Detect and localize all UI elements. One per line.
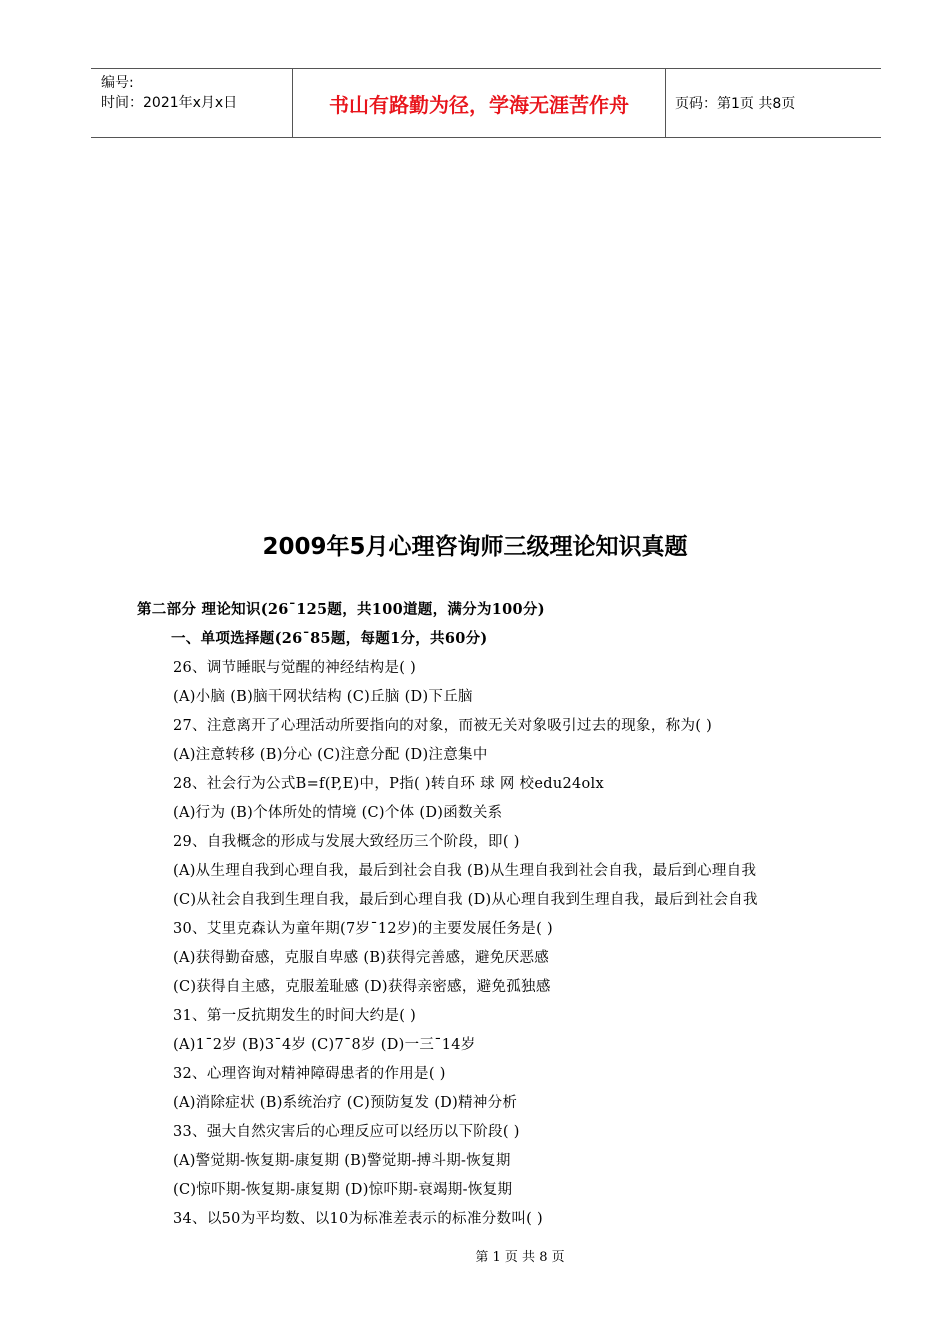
options-30-cd: (C)获得自主感，克服羞耻感 (D)获得亲密感，避免孤独感 bbox=[173, 979, 551, 995]
page-header bbox=[91, 68, 881, 138]
number-label: 编号: bbox=[101, 75, 134, 91]
options-30-ab: (A)获得勤奋感，克服自卑感 (B)获得完善感，避免厌恶感 bbox=[173, 950, 550, 966]
header-meta bbox=[101, 73, 237, 113]
question-26: 26、调节睡眠与觉醒的神经结构是( ) bbox=[173, 660, 417, 676]
question-33: 33、强大自然灾害后的心理反应可以经历以下阶段( ) bbox=[173, 1124, 520, 1140]
options-33-ab: (A)警觉期-恢复期-康复期 (B)警觉期-搏斗期-恢复期 bbox=[173, 1153, 511, 1169]
options-27: (A)注意转移 (B)分心 (C)注意分配 (D)注意集中 bbox=[173, 747, 488, 763]
question-29: 29、自我概念的形成与发展大致经历三个阶段，即( ) bbox=[173, 834, 520, 850]
section-heading: 第二部分 理论知识(26¯125题，共100道题，满分为100分) bbox=[137, 601, 545, 618]
options-29-cd: (C)从社会自我到生理自我，最后到心理自我 (D)从心理自我到生理自我，最后到社会自我 bbox=[173, 892, 758, 908]
options-32: (A)消除症状 (B)系统治疗 (C)预防复发 (D)精神分析 bbox=[173, 1095, 518, 1111]
question-34: 34、以50为平均数、以10为标准差表示的标准分数叫( ) bbox=[173, 1211, 543, 1227]
time-label: 时间：2021年x月x日 bbox=[101, 95, 238, 111]
question-31: 31、第一反抗期发生的时间大约是( ) bbox=[173, 1008, 417, 1024]
header-page-info: 页码：第1页 共8页 bbox=[675, 96, 796, 112]
options-29-ab: (A)从生理自我到心理自我，最后到社会自我 (B)从生理自我到社会自我，最后到心理自我 bbox=[173, 863, 757, 879]
header-motto: 书山有路勤为径，学海无涯苦作舟 bbox=[292, 69, 666, 137]
document-title: 2009年5月心理咨询师三级理论知识真题 bbox=[262, 534, 688, 560]
options-31: (A)1¯2岁 (B)3¯4岁 (C)7¯8岁 (D)一三¯14岁 bbox=[173, 1037, 476, 1053]
question-27: 27、注意离开了心理活动所要指向的对象，而被无关对象吸引过去的现象，称为( ) bbox=[173, 718, 713, 734]
question-32: 32、心理咨询对精神障碍患者的作用是( ) bbox=[173, 1066, 446, 1082]
options-26: (A)小脑 (B)脑干网状结构 (C)丘脑 (D)下丘脑 bbox=[173, 689, 473, 705]
question-30: 30、艾里克森认为童年期(7岁¯12岁)的主要发展任务是( ) bbox=[173, 921, 553, 937]
options-33-cd: (C)惊吓期-恢复期-康复期 (D)惊吓期-衰竭期-恢复期 bbox=[173, 1182, 513, 1198]
subsection-heading: 一、单项选择题(26¯85题，每题1分，共60分) bbox=[171, 630, 488, 647]
options-28: (A)行为 (B)个体所处的情境 (C)个体 (D)函数关系 bbox=[173, 805, 503, 821]
page-footer: 第 1 页 共 8 页 bbox=[475, 1250, 565, 1265]
question-28: 28、社会行为公式B=f(P,E)中，P指( )转自环 球 网 校edu24olx bbox=[173, 776, 604, 792]
